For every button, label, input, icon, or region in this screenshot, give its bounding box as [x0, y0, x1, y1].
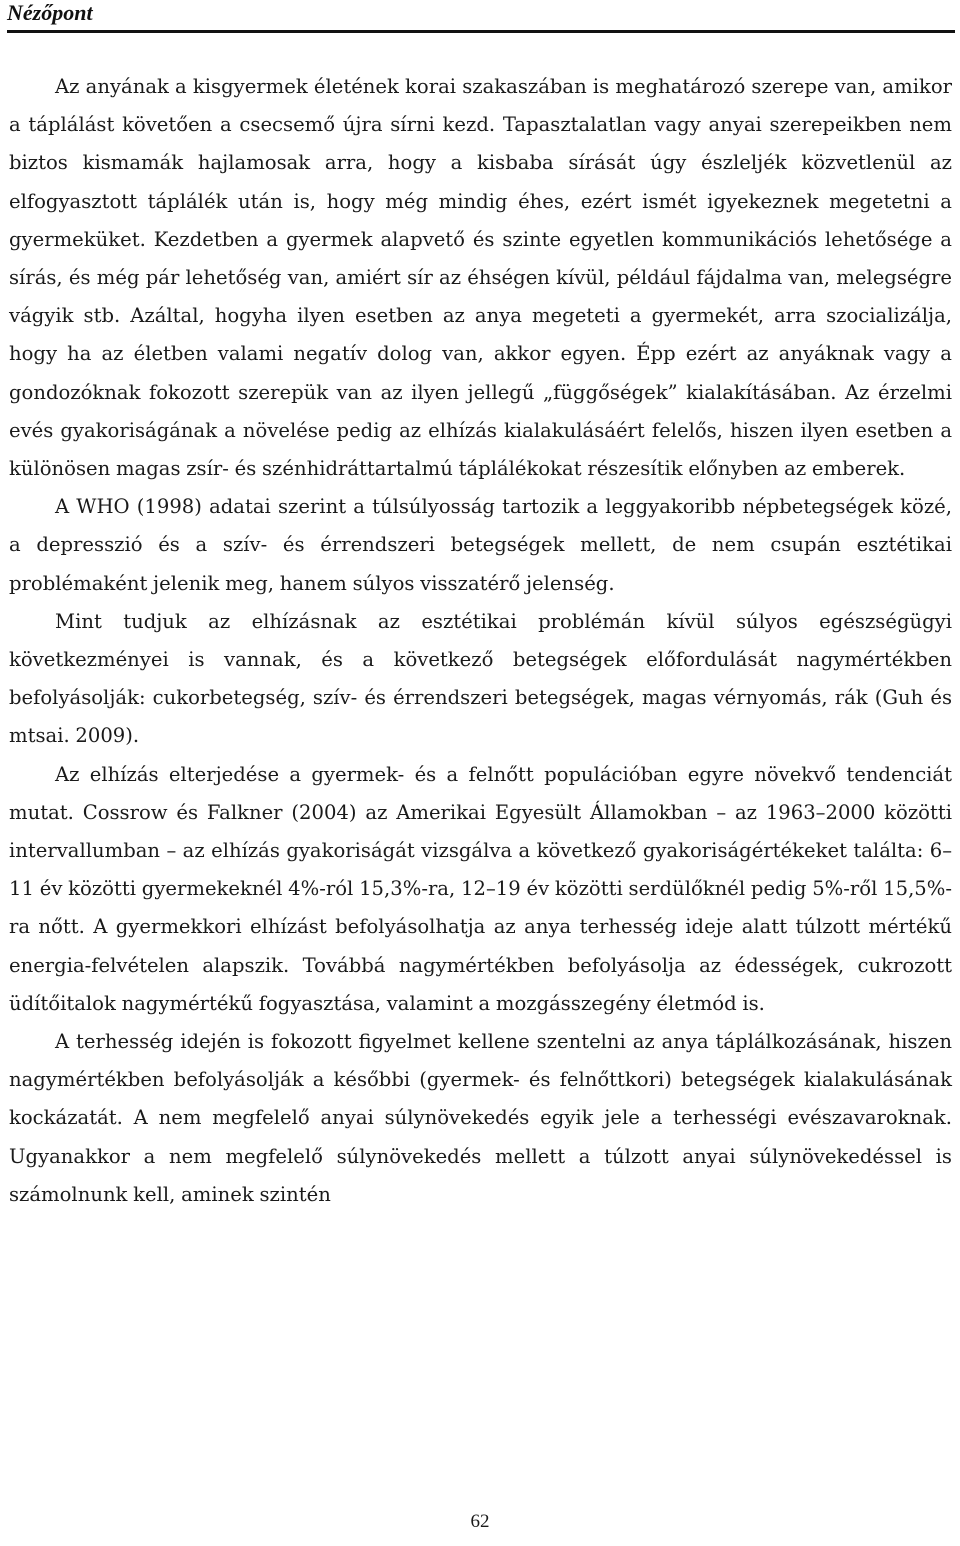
paragraph: Mint tudjuk az elhízásnak az esztétikai problémán kívül súlyos egészségügyi következményei is vannak, és a következő betegségek előfordulását nagymértékben befolyásolják: cukorbetegség, szív- és érrendszeri betegségek, magas vérnyomás, rák (Guh és mtsai. 2009). — [9, 609, 952, 748]
article-body — [9, 68, 952, 1214]
header-divider — [7, 30, 955, 33]
paragraph: Az anyának a kisgyermek életének korai szakaszában is meghatározó szerepe van, amikor a táplálást követően a csecsemő újra sírni kezd. Tapasztalatlan vagy anyai szerepeikben nem biztos kismamák hajlamosak arra, hogy a kisbaba sírását úgy észleljék közvetlenül az elfogyasztott táplálék után is, hogy még mindig éhes, ezért ismét igyekeznek megetetni a gyermeküket. Kezdetben a gyermek alapvető és szinte egyetlen kommunikációs lehetősége a sírás, és még pár lehetőség van, amiért sír az éhségen kívül, például fájdalma van, melegségre vágyik stb. Azáltal, hogyha ilyen esetben az anya megeteti a gyermekét, arra szocializálja, hogy ha az életben valami negatív dolog van, akkor egyen. Épp ezért az anyáknak vagy a gondozóknak fokozott szerepük van az ilyen jellegű „függőségek” kialakításában. Az érzelmi evés gyakoriságának a növelése pedig az elhízás kialakulásáért felelős, hiszen ilyen esetben a különösen magas zsír- és szénhidráttartalmú táplálékokat részesítik előnyben az emberek. — [9, 75, 952, 481]
paragraph: A WHO (1998) adatai szerint a túlsúlyosság tartozik a leggyakoribb népbetegségek közé, a depresszió és a szív- és érrendszeri betegségek mellett, de nem csupán esztétikai problémaként jelenik meg, hanem súlyos visszatérő jelenség. — [9, 495, 952, 595]
paragraph: Az elhízás elterjedése a gyermek- és a felnőtt populációban egyre növekvő tendenciát mutat. Cossrow és Falkner (2004) az Amerikai Egyesült Államokban – az 1963–2000 közötti intervallumban – az elhízás gyakoriságát vizsgálva a következő gyakoriságértékeket találta: 6–11 év közötti gyermekeknél 4%-ról 15,3%-ra, 12–19 év közötti serdülőknél pedig 5%-ről 15,5%-ra nőtt. A gyermekkori elhízást befolyásolhatja az anya terhesség ideje alatt túlzott mértékű energia-felvételen alapszik. Továbbá nagymértékben befolyásolja az édességek, cukrozott üdítőitalok nagymértékű fogyasztása, valamint a mozgásszegény életmód is. — [9, 762, 952, 1015]
paragraph: A terhesség idején is fokozott figyelmet kellene szentelni az anya táplálkozásának, hiszen nagymértékben befolyásolják a későbbi (gyermek- és felnőttkori) betegségek kialakulásának kockázatát. A nem megfelelő anyai súlynövekedés egyik jele a terhességi evészavaroknak. Ugyanakkor a nem megfelelő súlynövekedés mellett a túlzott anyai súlynövekedéssel is számolnunk kell, aminek szintén — [9, 1030, 952, 1206]
page-header — [7, 0, 955, 36]
section-title: Nézőpont — [7, 0, 93, 25]
page-number: 62 — [470, 1511, 490, 1532]
